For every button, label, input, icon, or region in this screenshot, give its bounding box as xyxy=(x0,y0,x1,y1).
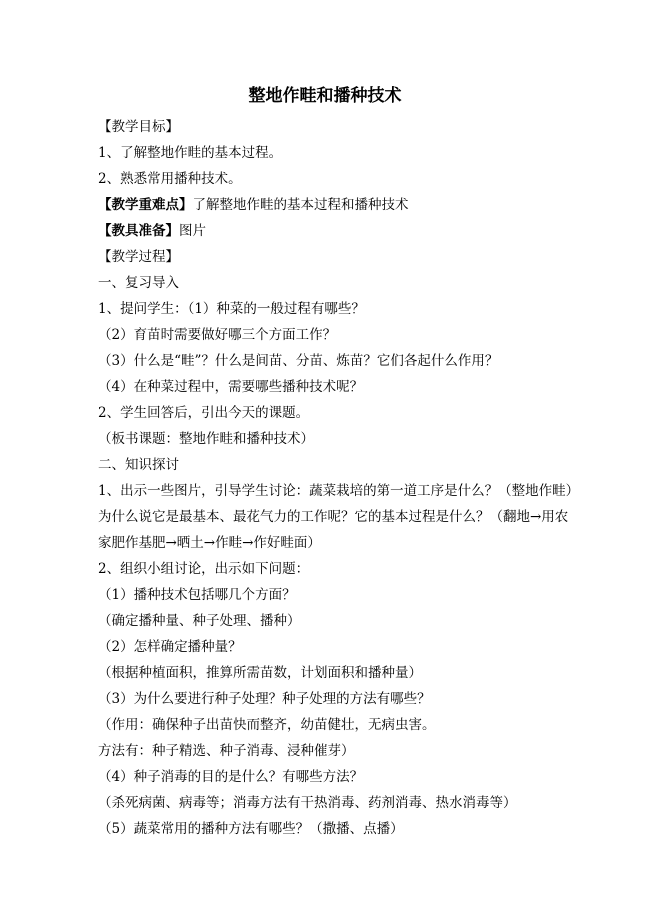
teaching-aids-line xyxy=(98,221,558,241)
discussion-answer-3-line-2: 方法有：种子精选、种子消毒、浸种催芽） xyxy=(98,743,355,759)
discussion-question-5: （5）蔬菜常用的播种方法有哪些？（撒播、点播） xyxy=(98,821,404,837)
discussion-question-1: （1）播种技术包括哪几个方面？ xyxy=(98,587,296,603)
review-question-1: 1、提问学生：（1）种菜的一般过程有哪些？ xyxy=(98,301,365,317)
discussion-answer-4: （杀死病菌、病毒等；消毒方法有干热消毒、药剂消毒、热水消毒等） xyxy=(98,795,517,811)
discussion-question-3: （3）为什么要进行种子处理？种子处理的方法有哪些？ xyxy=(98,691,431,707)
review-question-4: （4）在种菜过程中，需要哪些播种技术呢？ xyxy=(98,379,364,395)
explore-step-1-line-3: 家肥作基肥→晒土→作畦→作好畦面） xyxy=(98,535,321,551)
explore-step-1-line-1: 1、出示一些图片，引导学生讨论：蔬菜栽培的第一道工序是什么？（整地作畦） xyxy=(98,483,580,499)
goal-item-1: 1、了解整地作畦的基本过程。 xyxy=(98,145,283,161)
board-title-note: （板书课题：整地作畦和播种技术） xyxy=(98,431,314,447)
part-heading-review: 一、复习导入 xyxy=(98,275,179,291)
key-points-label: 【教学重难点】 xyxy=(98,197,193,213)
goal-item-2: 2、熟悉常用播种技术。 xyxy=(98,171,242,187)
part-heading-explore: 二、知识探讨 xyxy=(98,457,179,473)
discussion-answer-3-line-1: （作用：确保种子出苗快而整齐，幼苗健壮，无病虫害。 xyxy=(98,717,436,733)
discussion-question-2: （2）怎样确定播种量？ xyxy=(98,639,242,655)
discussion-answer-2: （根据种植面积，推算所需苗数，计划面积和播种量） xyxy=(98,665,422,681)
discussion-question-4: （4）种子消毒的目的是什么？有哪些方法？ xyxy=(98,769,364,785)
review-question-3: （3）什么是“畦”？什么是间苗、分苗、炼苗？它们各起什么作用？ xyxy=(98,353,499,369)
key-points-text: 了解整地作畦的基本过程和播种技术 xyxy=(192,197,409,213)
review-step-2: 2、学生回答后，引出今天的课题。 xyxy=(98,405,310,421)
discussion-answer-1: （确定播种量、种子处理、播种） xyxy=(98,613,301,629)
explore-step-2: 2、组织小组讨论，出示如下问题： xyxy=(98,561,310,577)
key-points-line xyxy=(98,195,558,215)
explore-step-1-line-2: 为什么说它是最基本、最花气力的工作呢？它的基本过程是什么？（翻地→用农 xyxy=(98,509,569,525)
review-question-2: （2）育苗时需要做好哪三个方面工作？ xyxy=(98,327,337,343)
section-heading-goals: 【教学目标】 xyxy=(98,119,179,135)
teaching-aids-label: 【教具准备】 xyxy=(98,223,179,239)
teaching-aids-text: 图片 xyxy=(179,223,206,239)
page-title: 整地作畦和播种技术 xyxy=(248,86,402,106)
section-heading-process: 【教学过程】 xyxy=(98,249,179,265)
